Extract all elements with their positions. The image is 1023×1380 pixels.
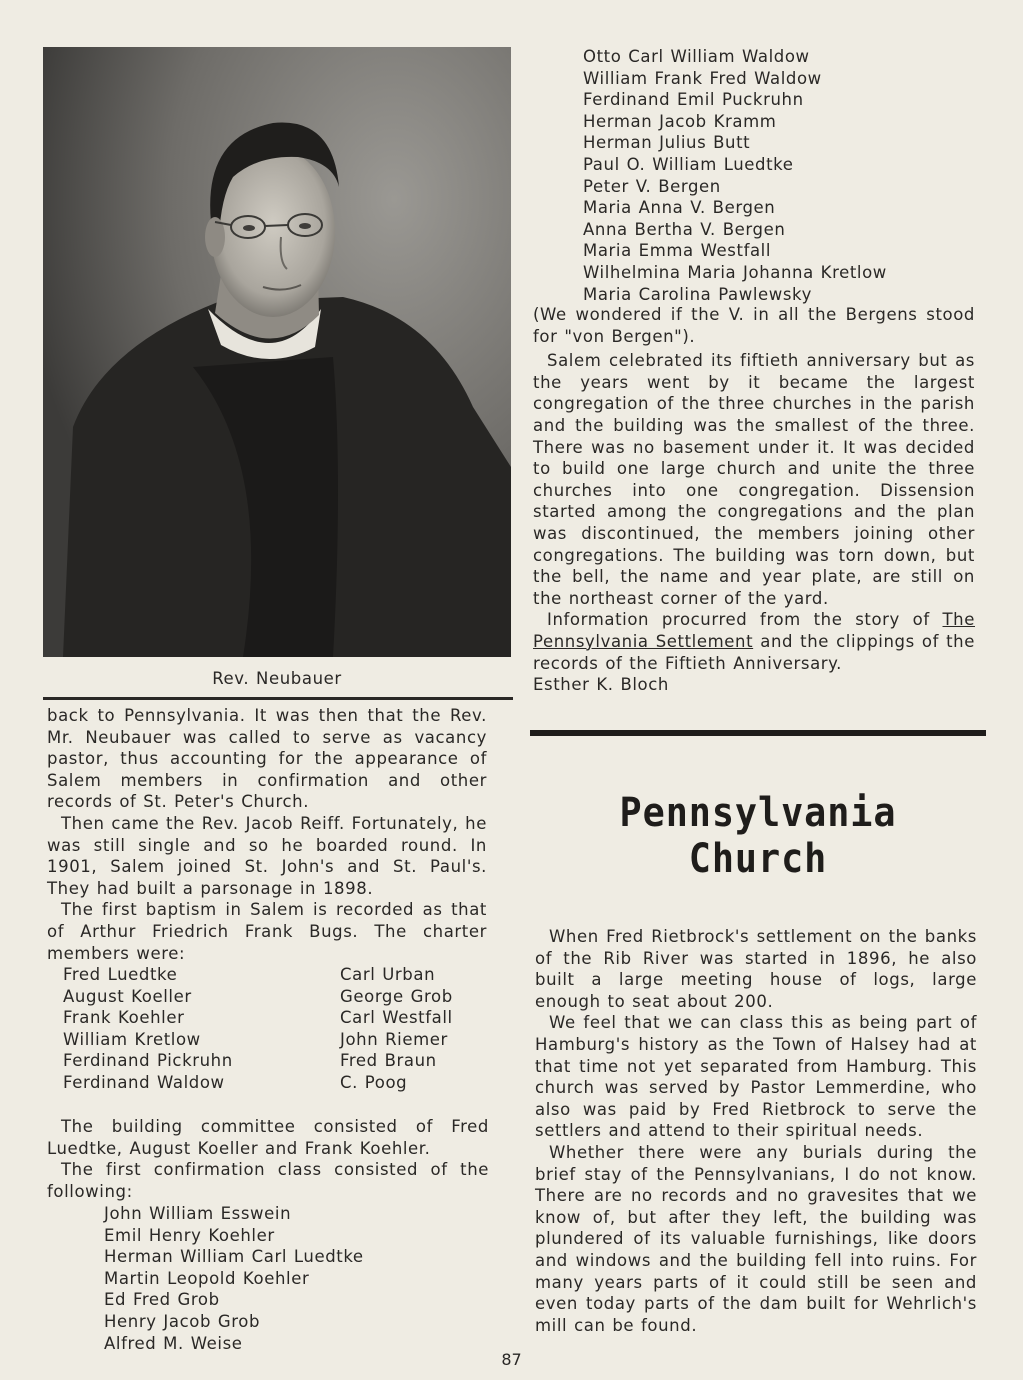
- portrait-illustration: [43, 47, 511, 657]
- list-item: Henry Jacob Grob: [104, 1311, 261, 1331]
- list-item: Fred Braun: [340, 1051, 437, 1071]
- list-item: John Riemer: [340, 1029, 448, 1049]
- list-item: August Koeller: [63, 986, 192, 1006]
- right-column: [533, 304, 975, 696]
- list-item: Ferdinand Pickruhn: [63, 1051, 233, 1071]
- page-number: 87: [501, 1350, 522, 1369]
- list-item: William Frank Fred Waldow: [583, 68, 822, 88]
- left-divider: [43, 697, 513, 700]
- bergen-note: (We wondered if the V. in all the Bergens stood for "von Bergen").: [533, 305, 975, 346]
- list-item: William Kretlow: [63, 1029, 201, 1049]
- list-item: Peter V. Bergen: [583, 176, 721, 196]
- sources-suffix: and the clippings of the records of the Fiftieth Anniversary.: [533, 631, 975, 673]
- photo-caption: Rev. Neubauer: [212, 669, 342, 688]
- source-title: The Pennsylvania Settlement: [533, 610, 975, 651]
- left-column: [47, 705, 487, 964]
- church-paragraph-1: When Fred Rietbrock's settlement on the banks of the Rib River was started in 1896, he also built a large meeting house of logs, large enough to seat about 200.: [535, 927, 977, 1011]
- church-article: [535, 926, 977, 1336]
- portrait-photo: [43, 47, 511, 657]
- list-item: George Grob: [340, 986, 453, 1006]
- left-paragraph-3: The first baptism in Salem is recorded as that of Arthur Friedrich Frank Bugs. The charter members were:: [47, 900, 487, 963]
- list-item: Fred Luedtke: [63, 965, 178, 984]
- list-item: Maria Carolina Pawlewsky: [583, 284, 812, 304]
- list-item: Frank Koehler: [63, 1008, 185, 1028]
- list-item: Herman Julius Butt: [583, 133, 751, 153]
- list-item: Anna Bertha V. Bergen: [583, 219, 786, 239]
- list-item: Carl Westfall: [340, 1008, 453, 1028]
- members-name-list: [583, 46, 887, 305]
- sources-paragraph: [533, 609, 975, 674]
- left-paragraph-5: The first confirmation class consisted of the following:: [47, 1160, 489, 1201]
- list-item: Carl Urban: [340, 965, 436, 984]
- left-paragraph-2: Then came the Rev. Jacob Reiff. Fortunately, he was still single and so he boarded round. In 1901, Salem joined St. John's and St. Paul's. They had built a parsonage in 1898.: [47, 813, 487, 898]
- confirmation-class-list: [104, 1203, 364, 1354]
- sources-prefix: Information procurred from the story of: [547, 610, 943, 630]
- charter-members-col-1: [63, 964, 233, 1094]
- church-paragraph-3: Whether there were any burials during the brief stay of the Pennsylvanians, I do not know. There are no records and no gravesites that we know of, but after they left, the building was plundered of its valuable furnishings, like doors and windows and the building fell into ruins. For many years parts of it could still be seen and even today parts of the dam built for Wehrlich's mill can be found.: [535, 1142, 977, 1335]
- left-paragraph-4: The building committee consisted of Fred Luedtke, August Koeller and Frank Koehler.: [47, 1117, 489, 1158]
- list-item: Ed Fred Grob: [104, 1290, 220, 1310]
- list-item: Ferdinand Waldow: [63, 1072, 225, 1092]
- list-item: Ferdinand Emil Puckruhn: [583, 90, 804, 110]
- author-name: Esther K. Bloch: [533, 675, 669, 695]
- list-item: Maria Emma Westfall: [583, 241, 772, 261]
- charter-members-col-2: [340, 964, 453, 1094]
- list-item: John William Esswein: [104, 1204, 292, 1223]
- right-paragraph-1: Salem celebrated its fiftieth anniversary but as the years went by it became the largest congregation of the three churches in the parish and the building was the smallest of the three. There was no basement under it. It was decided to build one large church and unite the three churches into one congregation. Dissension started among the congregations and the plan was discontinued, the members joining other congregations. The building was torn down, but the bell, the name and year plate, are still on the northeast corner of the yard.: [533, 351, 975, 608]
- list-item: Herman William Carl Luedtke: [104, 1247, 364, 1267]
- list-item: Alfred M. Weise: [104, 1333, 243, 1353]
- list-item: Herman Jacob Kramm: [583, 111, 777, 131]
- left-column-lower: [47, 1116, 489, 1202]
- list-item: Paul O. William Luedtke: [583, 154, 794, 174]
- section-heading: Pennsylvania Church: [619, 790, 897, 882]
- section-divider: [530, 730, 986, 736]
- left-paragraph-1: back to Pennsylvania. It was then that the Rev. Mr. Neubauer was called to serve as vacancy pastor, thus accounting for the appearance of Salem members in confirmation and other records of St. Peter's Church.: [47, 706, 487, 812]
- list-item: Martin Leopold Koehler: [104, 1268, 310, 1288]
- list-item: Wilhelmina Maria Johanna Kretlow: [583, 262, 887, 282]
- list-item: C. Poog: [340, 1072, 408, 1092]
- church-paragraph-2: We feel that we can class this as being part of Hamburg's history as the Town of Halsey had at that time not yet separated from Hamburg. This church was served by Pastor Lemmerdine, who also was paid by Fred Rietbrock to serve the settlers and attend to their spiritual needs.: [535, 1013, 977, 1141]
- list-item: Otto Carl William Waldow: [583, 47, 810, 66]
- list-item: Maria Anna V. Bergen: [583, 198, 776, 218]
- list-item: Emil Henry Koehler: [104, 1225, 275, 1245]
